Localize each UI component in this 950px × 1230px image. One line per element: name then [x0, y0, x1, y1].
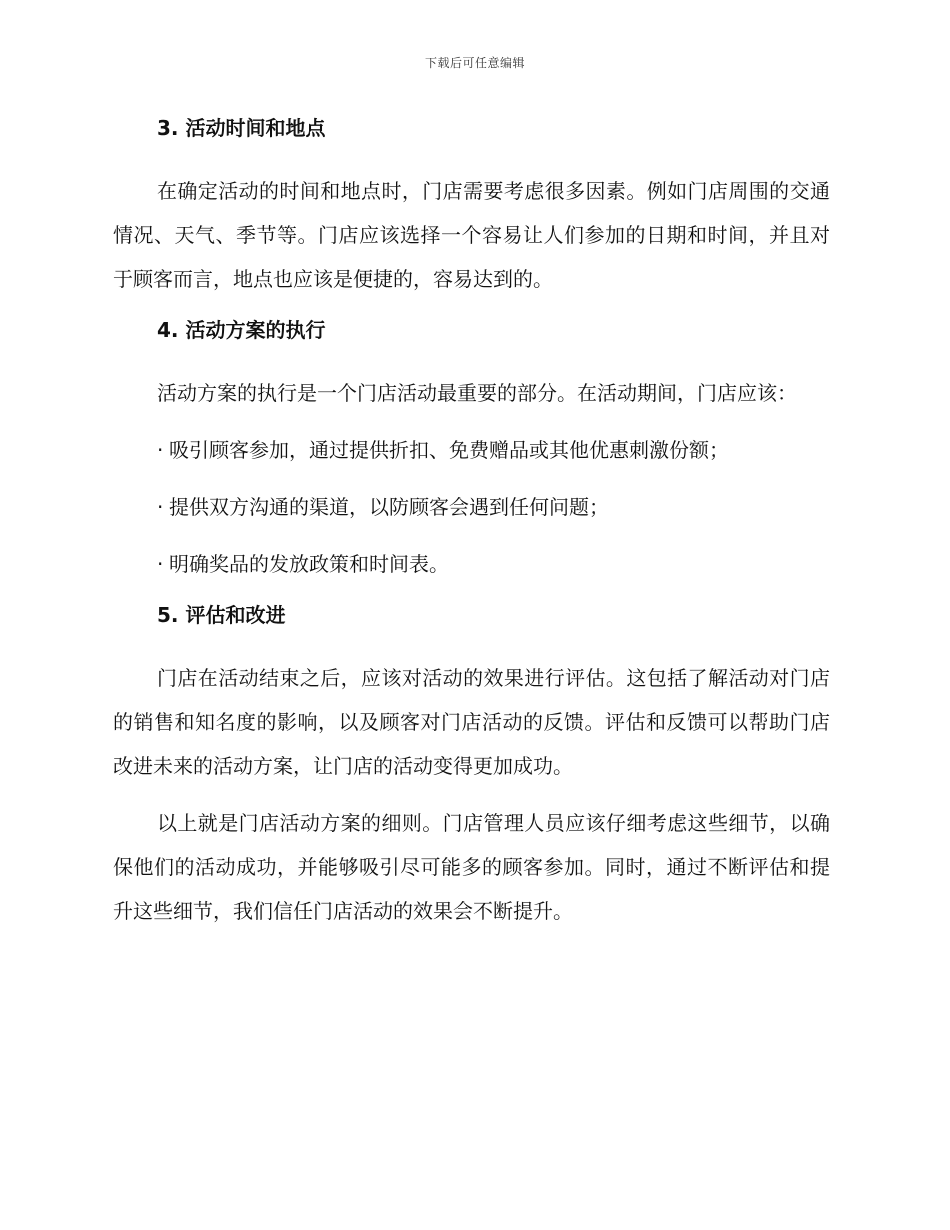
- section-heading-5: 5. 评估和改进: [157, 603, 286, 627]
- bullet-text: 明确奖品的发放政策和时间表。: [169, 552, 449, 576]
- section-4-paragraph: 活动方案的执行是一个门店活动最重要的部分。在活动期间，门店应该：: [157, 381, 797, 405]
- section-heading-3: 3. 活动时间和地点: [157, 116, 326, 140]
- bullet-marker: ·: [157, 552, 164, 576]
- bullet-text: 提供双方沟通的渠道，以防顾客会遇到任何问题；: [169, 495, 609, 519]
- section-3-paragraph: 在确定活动的时间和地点时，门店需要考虑很多因素。例如门店周围的交通情况、天气、季节等。门店应该选择一个容易让人们参加的日期和时间，并且对于顾客而言，地点也应该是便捷的，容易达到的。: [113, 179, 830, 291]
- bullet-item: [113, 542, 830, 586]
- section-5-paragraph: 门店在活动结束之后，应该对活动的效果进行评估。这包括了解活动对门店的销售和知名度的影响，以及顾客对门店活动的反馈。评估和反馈可以帮助门店改进未来的活动方案，让门店的活动变得更加成功。: [113, 666, 830, 778]
- conclusion-paragraph: 以上就是门店活动方案的细则。门店管理人员应该仔细考虑这些细节，以确保他们的活动成功，并能够吸引尽可能多的顾客参加。同时，通过不断评估和提升这些细节，我们信任门店活动的效果会不断提升。: [113, 811, 830, 923]
- document-body: [113, 112, 830, 946]
- bullet-text: 吸引顾客参加，通过提供折扣、免费赠品或其他优惠刺激份额；: [169, 438, 729, 462]
- bullet-item: [113, 428, 830, 472]
- section-heading-4: 4. 活动方案的执行: [157, 318, 326, 342]
- page-header: 下载后可任意编辑: [424, 56, 525, 70]
- bullet-marker: ·: [157, 495, 164, 519]
- bullet-item: [113, 485, 830, 529]
- bullet-marker: ·: [157, 438, 164, 462]
